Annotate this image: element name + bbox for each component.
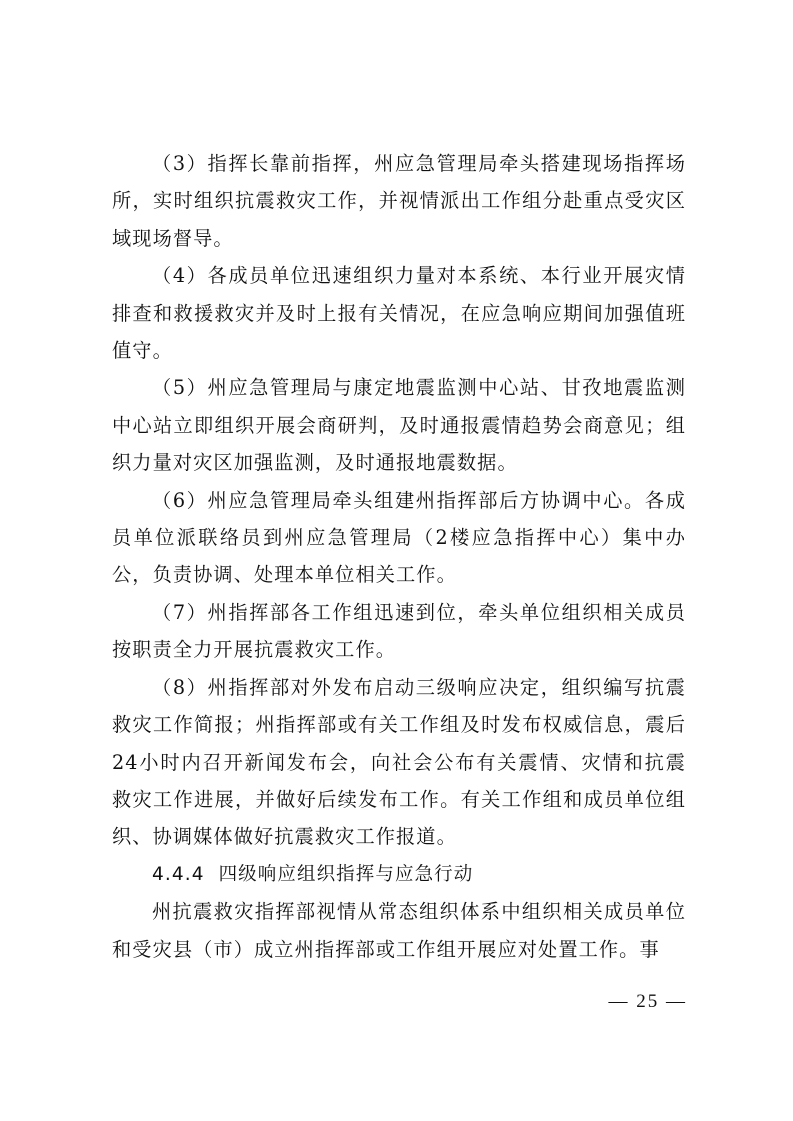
section-title: 四级响应组织指挥与应急行动 [218, 863, 474, 885]
section-number: 4.4.4 [152, 863, 205, 885]
paragraph-3: （3）指挥长靠前指挥，州应急管理局牵头搭建现场指挥场所，实时组织抗震救灾工作，并视情派出工作组分赴重点受灾区域现场督导。 [112, 152, 686, 250]
closing-paragraph: 州抗震救灾指挥部视情从常态组织体系中组织相关成员单位和受灾县（市）成立州指挥部或工作组开展应对处置工作。事 [112, 900, 686, 961]
paragraph-5: （5）州应急管理局与康定地震监测中心站、甘孜地震监测中心站立即组织开展会商研判，及时通报震情趋势会商意见；组织力量对灾区加强监测，及时通报地震数据。 [112, 376, 686, 475]
section-heading [112, 856, 686, 893]
body-text [112, 145, 686, 968]
paragraph-6: （6）州应急管理局牵头组建州指挥部后方协调中心。各成员单位派联络员到州应急管理局（2楼应急指挥中心）集中办公，负责协调、处理本单位相关工作。 [112, 488, 686, 587]
paragraph-8: （8）州指挥部对外发布启动三级响应决定，组织编写抗震救灾工作简报；州指挥部或有关工作组及时发布权威信息，震后24小时内召开新闻发布会，向社会公布有关震情、灾情和抗震救灾工作进展，并做好后续发布工作。有关工作组和成员单位组织、协调媒体做好抗震救灾工作报道。 [112, 675, 686, 849]
paragraph-7: （7）州指挥部各工作组迅速到位，牵头单位组织相关成员按职责全力开展抗震救灾工作。 [112, 600, 686, 662]
page-number: — 25 — [608, 991, 687, 1012]
paragraph-4: （4）各成员单位迅速组织力量对本系统、本行业开展灾情排查和救援救灾并及时上报有关情况，在应急响应期间加强值班值守。 [112, 264, 686, 363]
